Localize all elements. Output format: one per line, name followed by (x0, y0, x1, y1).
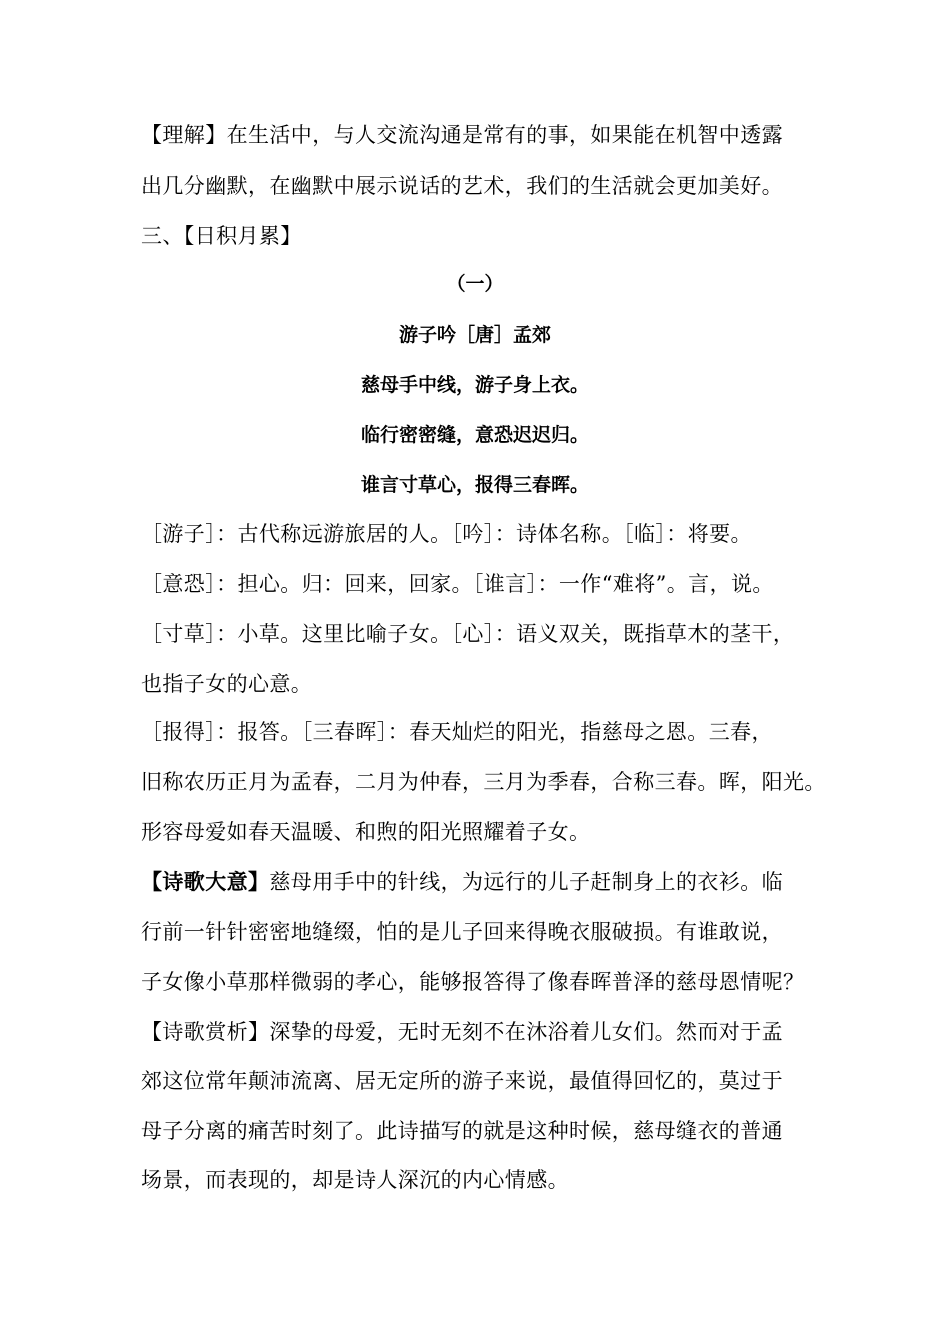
poem-title: 游子吟［唐］孟郊 (398, 324, 551, 346)
note-line: 也指子女的心意。 (141, 672, 313, 696)
poem-verse: 谁言寸草心，报得三春晖。 (360, 474, 589, 496)
note-line: ［寸草］：小草。这里比喻子女。［心］：语义双关，既指草木的茎干， (141, 622, 795, 646)
appreciation-line-3: 母子分离的痛苦时刻了。此诗描写的就是这种时候，慈母缝衣的普通 (141, 1119, 783, 1143)
appreciation-label: 【诗歌赏析】 (141, 1020, 270, 1044)
understanding-line-1 (141, 121, 783, 149)
poem-verse: 临行密密缝，意恐迟迟归。 (360, 424, 589, 446)
meaning-line-3: 子女像小草那样微弱的孝心，能够报答得了像春晖普泽的慈母恩情呢？ (141, 970, 805, 994)
poem-verse: 慈母手中线，游子身上衣。 (360, 374, 589, 396)
appreciation-line-1 (141, 1018, 783, 1046)
meaning-text: 慈母用手中的针线，为远行的儿子赶制身上的衣衫。临 (269, 870, 784, 894)
note-line: 旧称农历正月为孟春，二月为仲春，三月为季春，合称三春。晖，阳光。 (141, 770, 826, 794)
understanding-line-2: 出几分幽默，在幽默中展示说话的艺术，我们的生活就会更加美好。 (141, 174, 783, 198)
meaning-line-2: 行前一针针密密地缝缀，怕的是儿子回来得晚衣服破损。有谁敢说， (141, 920, 783, 944)
appreciation-line-2: 郊这位常年颠沛流离、居无定所的游子来说，最值得回忆的，莫过于 (141, 1069, 783, 1093)
meaning-line-1 (141, 868, 783, 896)
note-line: ［游子］：古代称远游旅居的人。［吟］：诗体名称。［临］：将要。 (141, 522, 752, 546)
note-line: 形容母爱如春天温暖、和煦的阳光照耀着子女。 (141, 820, 591, 844)
section-heading: 三、【日积月累】 (141, 224, 302, 248)
understanding-text: 在生活中，与人交流沟通是常有的事，如果能在机智中透露 (226, 123, 784, 147)
note-line: ［报得］：报答。［三春晖］：春天灿烂的阳光，指慈母之恩。三春， (141, 720, 773, 744)
poem-number: （一） (446, 273, 504, 295)
appreciation-line-4: 场景，而表现的，却是诗人深沉的内心情感。 (141, 1168, 569, 1192)
meaning-label: 【诗歌大意】 (141, 870, 270, 894)
appreciation-text: 深挚的母爱，无时无刻不在沐浴着儿女们。然而对于孟 (269, 1020, 784, 1044)
understanding-label: 【理解】 (141, 123, 227, 147)
note-line: ［意恐］：担心。归：回来，回家。［谁言］：一作“难将”。言，说。 (141, 572, 774, 596)
